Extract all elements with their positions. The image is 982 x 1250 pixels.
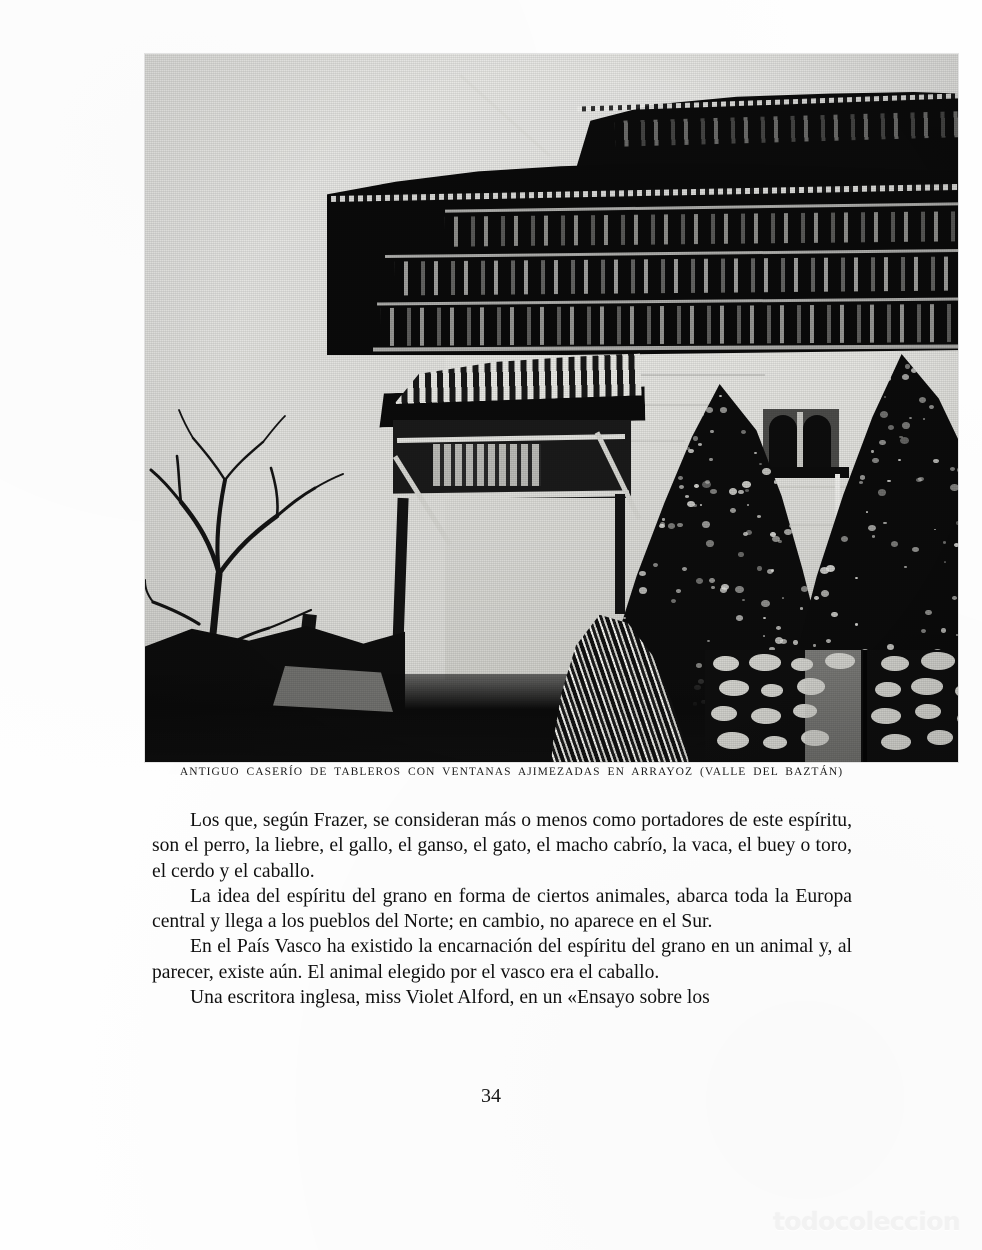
watermark: todocoleccion xyxy=(772,1207,960,1236)
plank-row-1 xyxy=(445,211,958,246)
plank-row-3 xyxy=(381,304,958,346)
window-mullion xyxy=(797,412,803,470)
wall-pier xyxy=(805,650,861,762)
window-arch-left xyxy=(769,415,797,467)
paragraph: Una escritora inglesa, miss Violet Alford, en un «Ensayo sobre los xyxy=(190,987,710,1009)
body-text xyxy=(152,808,852,1010)
wall-seam xyxy=(863,650,867,762)
page-number: 34 xyxy=(481,1085,501,1107)
photograph xyxy=(145,54,958,762)
photo-figure xyxy=(145,54,958,762)
paragraph: Los que, según Frazer, se consideran más o menos como portadores de este espíritu, son el perro, la liebre, el gallo, el ganso, el gato, el macho cabrío, la vaca, el buey o toro, el cerdo y el caballo. xyxy=(152,810,852,882)
plank-row-2 xyxy=(395,257,958,296)
photo-caption: ANTIGUO CASERÍO DE TABLEROS CON VENTANAS AJIMEZADAS EN ARRAYOZ (VALLE DEL BAZTÁN) xyxy=(179,766,844,778)
lit-path xyxy=(273,666,393,712)
window-arch-right xyxy=(803,415,831,467)
paragraph: En el País Vasco ha existido la encarnación del espíritu del grano en un animal y, al parecer, existe aún. El animal elegido por el vasco era el caballo. xyxy=(152,936,852,983)
porch-panel xyxy=(433,444,541,486)
porch-post-right xyxy=(615,494,625,614)
paragraph: La idea del espíritu del grano en forma de ciertos animales, abarca toda la Europa central y llega a los pueblos del Norte; en cambio, no aparece en el Sur. xyxy=(152,885,852,933)
